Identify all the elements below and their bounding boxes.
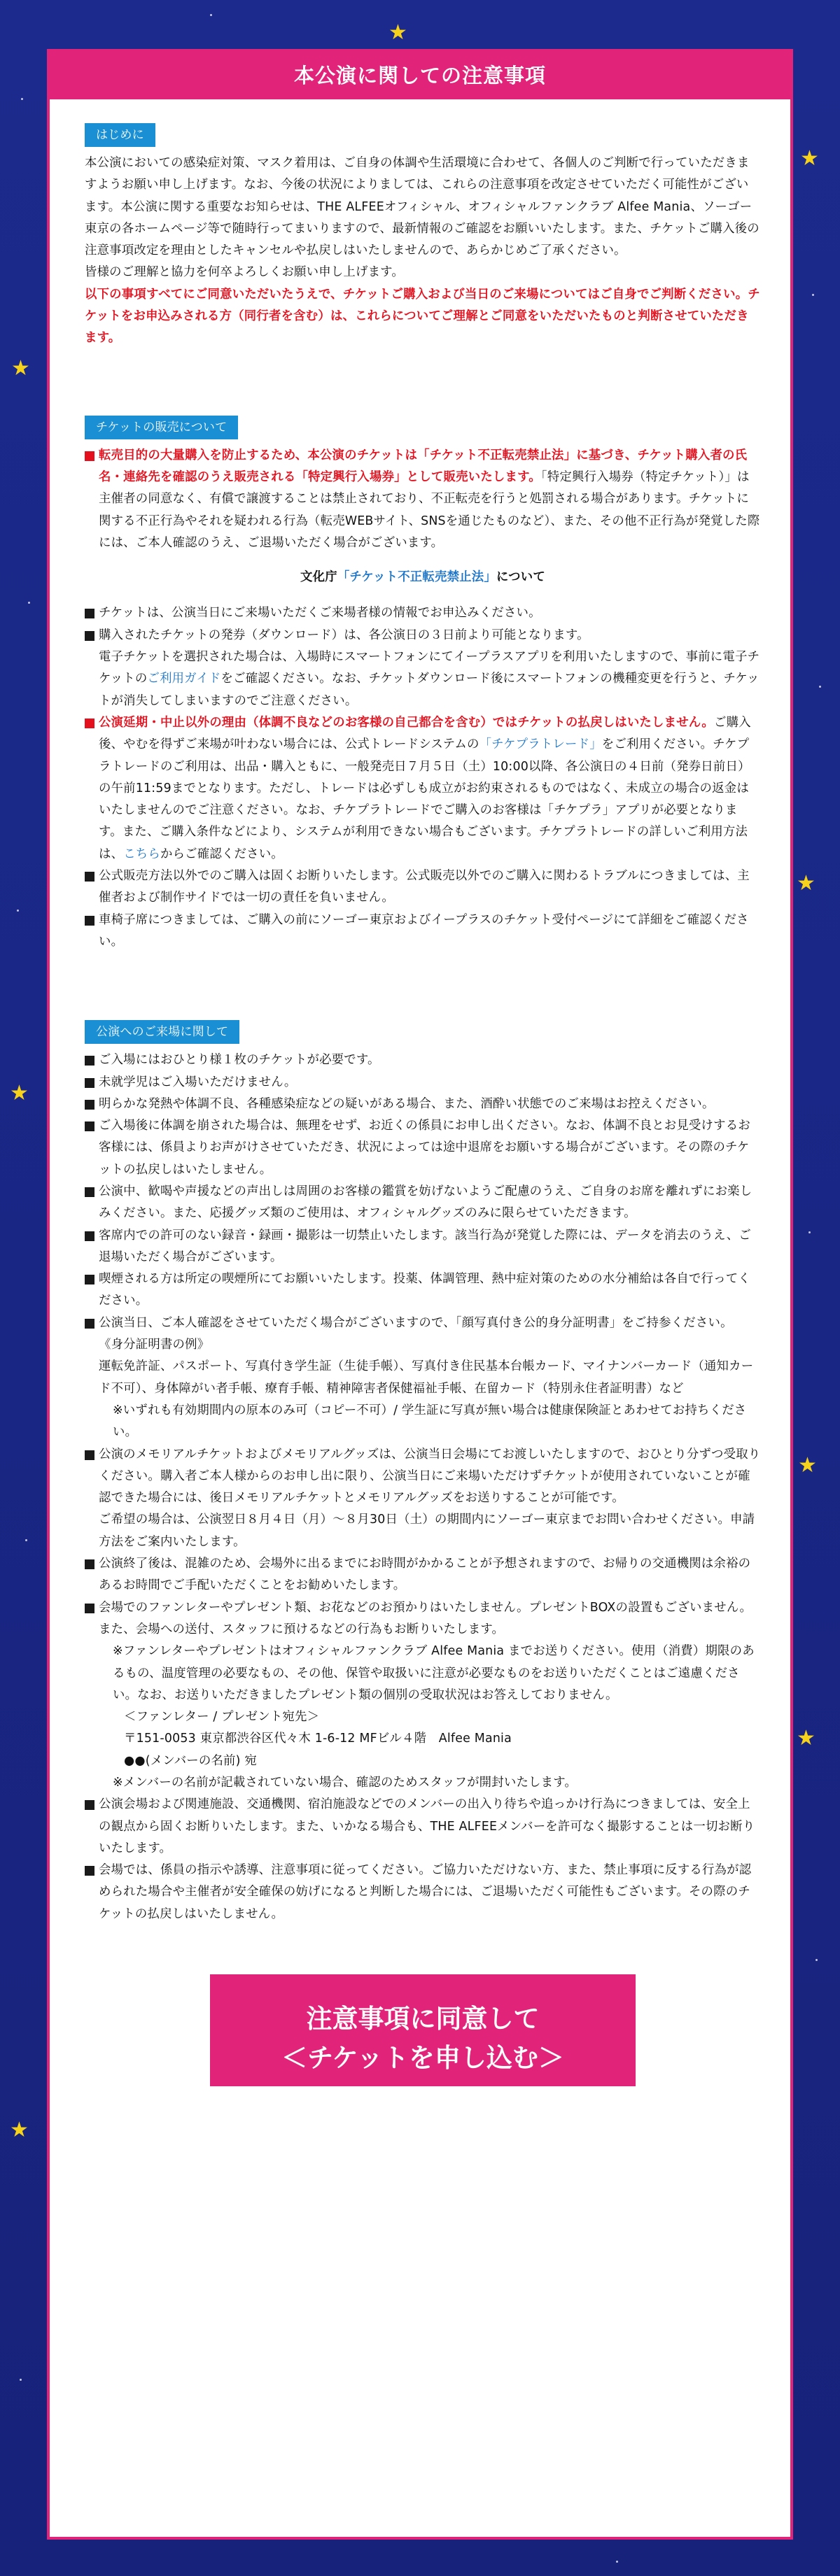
intro-section (85, 123, 761, 350)
star-dot (808, 1231, 811, 1233)
list-item: 車椅子席につきましては、ご購入の前にソーゴー東京およびイープラスのチケット受付ページにて詳細をご確認ください。 (85, 910, 761, 954)
star-dot (816, 1959, 818, 1961)
star-dot (21, 98, 23, 100)
star-icon: ★ (798, 1453, 817, 1478)
here-link[interactable]: こちら (123, 847, 160, 861)
list-item: 会場でのファンレターやプレゼント類、お花などのお預かりはいたしません。プレゼントBOXの設置もございません。また、会場への送付、スタッフに預けるなどの行為もお断りいたします。 (85, 1597, 761, 1641)
list-item: 未就学児はご入場いただけません。 (85, 1072, 761, 1094)
notice-content (50, 99, 790, 2086)
star-dot (210, 14, 212, 16)
fan-letter-address-title: ＜ファンレター / プレゼント宛先＞ (124, 1710, 320, 1725)
list-item: 購入されたチケットの発券（ダウンロード）は、各公演日の３日前より可能となります。 (85, 625, 761, 646)
intro-paragraph: 本公演においての感染症対策、マスク着用は、ご自身の体調や生活環境に合わせて、各個人のご判断で行っていただきますようお願い申し上げます。なお、今後の状況によりましては、これらの注意事項を改定させていただく可能性がございます。本公演に関する重要なお知らせは、THE ALFEEオフィシャル、オフィシャルファンクラブ Alfee Mania、ソーゴー東京の各ホームページ等で随時行ってまいりますので、最新情報のご確認をお願いいたします。また、チケットご購入後の注意事項改定を理由としたキャンセルや払戻しはいたしませんので、あらかじめご了承ください。 (85, 156, 760, 258)
usage-guide-link[interactable]: ご利用ガイド (147, 672, 221, 686)
star-dot (17, 910, 19, 912)
resale-law-link-row: 文化庁「チケット不正転売禁止法」について (300, 570, 545, 585)
cta-line-2: ＜チケットを申し込む＞ (281, 2042, 564, 2073)
section-label-ticket: チケットの販売について (85, 416, 238, 439)
id-examples-title: 《身分証明書の例》 (99, 1338, 210, 1352)
star-icon: ★ (800, 146, 819, 171)
star-dot (819, 686, 821, 688)
section-label-intro: はじめに (85, 123, 155, 147)
star-dot (812, 294, 814, 296)
list-item: 客席内での許可のない録音・録画・撮影は一切禁止いたします。該当行為が発覚した際には、データを消去のうえ、ご退場いただく場合がございます。 (85, 1225, 761, 1269)
resale-warning: 転売目的の大量購入を防止するため、本公演のチケットは「チケット不正転売禁止法」に基づき、チケット購入者の氏名・連絡先を確認のうえ販売される「特定興行入場券」として販売いたします。 (99, 448, 748, 484)
tixplus-trade-link[interactable]: 「チケプラトレード」 (479, 737, 602, 752)
agree-apply-button[interactable] (210, 1974, 636, 2086)
star-icon: ★ (797, 871, 816, 896)
list-item: 公演会場および関連施設、交通機関、宿泊施設などでのメンバーの出入り待ちや追っかけ行為につきましては、安全上の観点から固くお断りいたします。また、いかなる場合も、THE ALFEEメンバーを許可なく撮影することは一切お断りいたします。 (85, 1794, 761, 1860)
fan-letter-addressee: ●●(メンバーの名前) 宛 (124, 1753, 257, 1768)
resale-law-link[interactable]: 「チケット不正転売禁止法」 (337, 570, 496, 585)
section-label-visit: 公演へのご来場に関して (85, 1020, 239, 1044)
cta-line-1: 注意事項に同意して (306, 2003, 540, 2034)
page-title: 本公演に関しての注意事項 (50, 52, 790, 99)
star-icon: ★ (11, 356, 30, 381)
list-item: 公演当日、ご本人確認をさせていただく場合がございますので、「顔写真付き公的身分証明書」をご持参ください。 (85, 1312, 761, 1334)
list-item: ご入場にはおひとり様１枚のチケットが必要です。 (85, 1049, 761, 1071)
list-item (85, 445, 761, 554)
star-dot (25, 1539, 27, 1541)
id-examples-list: 運転免許証、パスポート、写真付き学生証（生徒手帳）、写真付き住民基本台帳カード、マイナンバーカード（通知カード不可）、身体障がい者手帳、療育手帳、精神障害者保健福祉手帳、在留カード（特別永住者証明書）など (99, 1359, 754, 1396)
ticket-section (85, 416, 761, 954)
fan-letter-address-note: ※メンバーの名前が記載されていない場合、確認のためスタッフが開封いたします。 (113, 1776, 578, 1790)
list-item: 公式販売方法以外でのご購入は固くお断りいたします。公式販売以外でのご購入に関わるトラブルにつきましては、主催者および制作サイドでは一切の責任を負いません。 (85, 865, 761, 910)
visit-section (85, 1020, 761, 1925)
list-item: 喫煙される方は所定の喫煙所にてお願いいたします。投薬、体調管理、熱中症対策のための水分補給は各自で行ってください。 (85, 1268, 761, 1312)
list-item-text: 「特定興行入場券（特定チケット）」は主催者の同意なく、有償で譲渡することは禁止されており、不正転売を行うと処罰される場合があります。チケットに関する不正行為やそれを疑われる行為（転売WEBサイト、SNSを通じたものなど）、また、その他不正行為が発覚した際には、ご本人確認のうえ、ご退場いただく場合がございます。 (99, 469, 760, 550)
refund-warning: 公演延期・中止以外の理由（体調不良などのお客様の自己都合を含む）ではチケットの払戻しはいたしません。 (99, 715, 715, 730)
star-dot (20, 2379, 22, 2381)
intro-paragraph: 皆様のご理解と協力を何卒よろしくお願い申し上げます。 (85, 265, 404, 280)
list-item: 公演中、歓喝や声援などの声出しは周囲のお客様の鑑賞を妨げないようご配慮のうえ、ご自身のお席を離れずにお楽しみください。また、応援グッズ類のご使用は、オフィシャルグッズのみに限らせていただきます。 (85, 1181, 761, 1225)
list-item: 明らかな発熱や体調不良、各種感染症などの疑いがある場合、また、酒酔い状態でのご来場はお控えください。 (85, 1094, 761, 1115)
fan-letter-address: 〒151-0053 東京都渋谷区代々木 1-6-12 MFビル４階 Alfee Mania (124, 1732, 512, 1746)
list-item-subtext: 電子チケットを選択された場合は、入場時にスマートフォンにてイープラスアプリを利用いたしますので、事前に電子チケットのご利用ガイドをご確認ください。なお、チケットダウンロード後にスマートフォンの機種変更を行うと、チケットが消失してしまいますのでご注意ください。 (99, 650, 760, 708)
star-dot (616, 2561, 618, 2563)
list-item-subtext: ご希望の場合は、公演翌日８月４日（月）〜８月30日（土）の期間内にソーゴー東京までお問い合わせください。申請方法をご案内いたします。 (99, 1513, 755, 1549)
list-item: 会場では、係員の指示や誘導、注意事項に従ってください。ご協力いただけない方、また、禁止事項に反する行為が認められた場合や主催者が安全確保の妨げになると判断した場合には、ご退場いただく可能性もございます。その際のチケットの払戻しはいたしません。 (85, 1860, 761, 1925)
fan-letter-note: ※ファンレターやプレゼントはオフィシャルファンクラブ Alfee Mania までお送りください。使用（消費）期限のあるもの、温度管理の必要なもの、その他、保管や取扱いに注意が必要なものをお送りいただくことはご遠慮ください。なお、お送りいただきましたプレゼント類の個別の受取状況はお答えしておりません。 (113, 1644, 755, 1702)
star-icon: ★ (797, 1726, 816, 1750)
star-icon: ★ (10, 1081, 29, 1105)
star-dot (28, 602, 30, 604)
cta-wrap (85, 1974, 761, 2086)
id-examples-note: ※いずれも有効期間内の原本のみ可（コピー不可）/ 学生証に写真が無い場合は健康保険証とあわせてお持ちください。 (113, 1403, 747, 1440)
list-item: ご入場後に体調を崩された場合は、無理をせず、お近くの係員にお申し出ください。なお、体調不良とお見受けするお客様には、係員よりお声がけさせていただき、状況によっては途中退席をお願いする場合がございます。その際のチケットの払戻しはいたしません。 (85, 1115, 761, 1181)
list-item: 公演延期・中止以外の理由（体調不良などのお客様の自己都合を含む）ではチケットの払戻しはいたしません。ご購入後、やむを得ずご来場が叶わない場合には、公式トレードシステムの「チケプラトレード」をご利用ください。チケプラトレードのご利用は、出品・購入ともに、一般発売日７月５日（土）10:00以降、各公演日の４日前（発券日前日）の午前11:59までとなります。ただし、トレードは必ずしも成立がお約束されるものではなく、未成立の場合の返金はいたしませんのでご注意ください。なお、チケプラトレードでご購入のお客様は「チケプラ」アプリが必要となります。また、ご購入条件などにより、システムが利用できない場合もございます。チケプラトレードの詳しいご利用方法は、こちらからご確認ください。 (85, 712, 761, 865)
notice-card (47, 49, 793, 2540)
star-icon: ★ (10, 2118, 29, 2142)
list-item: チケットは、公演当日にご来場いただくご来場者様の情報でお申込みください。 (85, 602, 761, 624)
list-item: 公演のメモリアルチケットおよびメモリアルグッズは、公演当日会場にてお渡しいたしますので、おひとり分ずつ受取りください。購入者ご本人様からのお申し出に限り、公演当日にご来場いただけずチケットが使用されていないことが確認できた場合には、後日メモリアルチケットとメモリアルグッズをお送りすることが可能です。 (85, 1444, 761, 1510)
star-icon: ★ (388, 20, 407, 45)
intro-consent-warning: 以下の事項すべてにご同意いただいたうえで、チケットご購入および当日のご来場についてはご自身でご判断ください。チケットをお申込みされる方（同行者を含む）は、これらについてご理解とご同意をいただいたものと判断させていただきます。 (85, 287, 760, 346)
list-item: 公演終了後は、混雑のため、会場外に出るまでにお時間がかかることが予想されますので、お帰りの交通機関は余裕のあるお時間でご手配いただくことをお勧めいたします。 (85, 1553, 761, 1597)
